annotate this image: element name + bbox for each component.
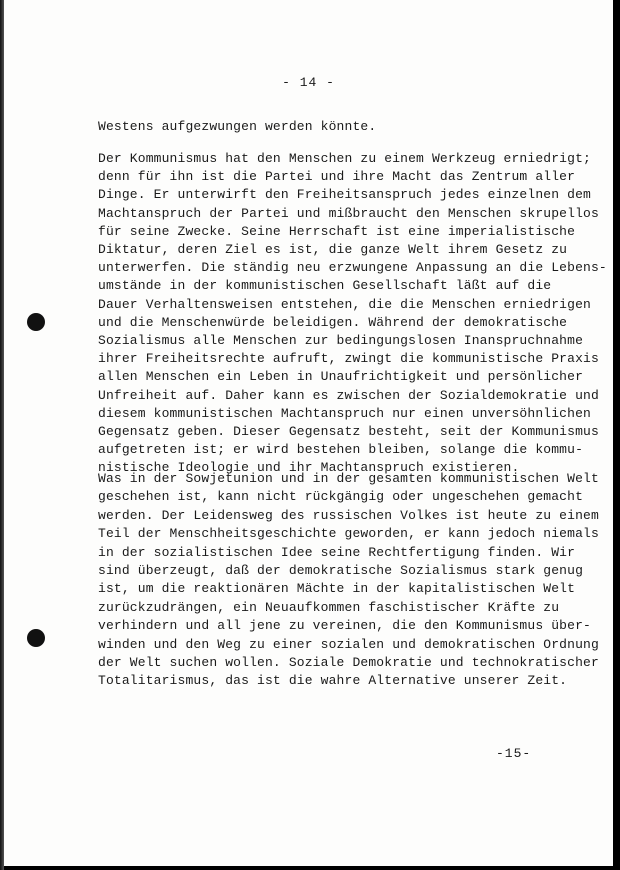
text-line: Unfreiheit auf. Daher kann es zwischen der Sozialdemokratie und	[98, 387, 599, 403]
text-line: diesem kommunistischen Machtanspruch nur einen unversöhnlichen	[98, 405, 591, 421]
text-line: denn für ihn ist die Partei und ihre Macht das Zentrum aller	[98, 169, 576, 185]
text-line: aufgetreten ist; er wird bestehen bleiben, solange die kommu-	[98, 442, 584, 458]
text-line: Diktatur, deren Ziel es ist, die ganze Welt ihrem Gesetz zu	[98, 242, 568, 257]
text-line: Machtanspruch der Partei und mißbraucht den Menschen skrupellos	[98, 205, 599, 221]
text-line: Dauer Verhaltensweisen entstehen, die die Menschen erniedrigen	[98, 296, 591, 312]
text-line: in der sozialistischen Idee seine Rechtfertigung finden. Wir	[98, 544, 576, 560]
text-line: Der Kommunismus hat den Menschen zu einem Werkzeug erniedrigt;	[98, 151, 591, 166]
document-page	[4, 0, 613, 866]
text-line: der Welt suchen wollen. Soziale Demokratie und technokratischer	[98, 655, 599, 670]
text-line: Was in der Sowjetunion und in der gesamten kommunistischen Welt	[98, 471, 599, 486]
text-line: umstände in der kommunistischen Gesellschaft läßt auf die	[98, 278, 552, 294]
text-line: und die Menschenwürde beleidigen. Während der demokratische	[98, 314, 568, 330]
text-line: Gegensatz geben. Dieser Gegensatz besteht, seit der Kommunismus	[98, 424, 599, 439]
text-line: Totalitarismus, das ist die wahre Alternative unserer Zeit.	[98, 673, 568, 689]
text-line: allen Menschen ein Leben in Unaufrichtigkeit und persönlicher	[98, 369, 584, 385]
text-line: ist, um die reaktionären Mächte in der kapitalistischen Welt	[98, 581, 576, 597]
punch-hole-bottom	[27, 629, 45, 647]
text-line: winden und den Weg zu einer sozialen und demokratischen Ordnung	[98, 636, 599, 652]
intro-line: Westens aufgezwungen werden könnte.	[98, 119, 377, 134]
text-line: geschehen ist, kann nicht rückgängig oder ungeschehen gemacht	[98, 489, 584, 505]
text-line: Teil der Menschheitsgeschichte geworden, er kann jedoch niemals	[98, 526, 599, 542]
next-page-number: -15-	[496, 746, 532, 761]
text-line: zurückzudrängen, ein Neuaufkommen faschistischer Kräfte zu	[98, 599, 560, 615]
text-line: verhindern und all jene zu vereinen, die den Kommunismus über-	[98, 618, 591, 634]
text-line: Dinge. Er unterwirft den Freiheitsanspruch jedes einzelnen dem	[98, 187, 591, 203]
text-line: werden. Der Leidensweg des russischen Volkes ist heute zu einem	[98, 507, 599, 523]
punch-hole-top	[27, 313, 45, 331]
text-line: Sozialismus alle Menschen zur bedingungslosen Inanspruchnahme	[98, 333, 584, 348]
page-number: - 14 -	[282, 75, 335, 90]
text-line: sind überzeugt, daß der demokratische Sozialismus stark genug	[98, 563, 584, 578]
text-line: unterwerfen. Die ständig neu erzwungene Anpassung an die Lebens-	[98, 260, 607, 276]
text-line: ihrer Freiheitsrechte aufruft, zwingt die kommunistische Praxis	[98, 351, 599, 367]
text-line: nistische Ideologie und ihr Machtanspruch existieren.	[98, 460, 520, 476]
scan-right-edge	[613, 0, 620, 870]
text-line: für seine Zwecke. Seine Herrschaft ist eine imperialistische	[98, 223, 576, 239]
